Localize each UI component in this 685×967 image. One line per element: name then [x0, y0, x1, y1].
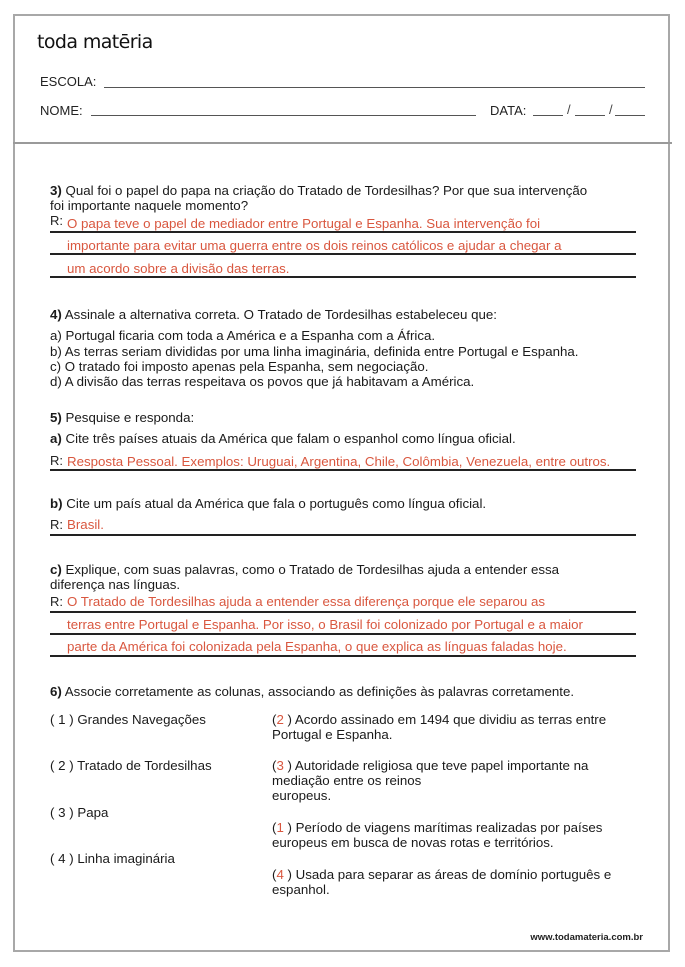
- option-a[interactable]: a) Portugal ficaria com toda a América e a Espanha com a África.: [50, 328, 436, 343]
- sub-question-letter: a): [50, 431, 62, 446]
- answer-line: [50, 469, 636, 471]
- answer-text: importante para evitar uma guerra entre os dois reinos católicos e ajudar a chegar a: [67, 238, 562, 253]
- answer-text: Brasil.: [67, 517, 104, 532]
- question-number: 6): [50, 684, 62, 699]
- answer-text: um acordo sobre a divisão das terras.: [67, 261, 290, 276]
- date-month-line[interactable]: [575, 115, 605, 116]
- left-column-item: ( 1 ) Grandes Navegações: [50, 712, 206, 727]
- definition-text: ) Acordo assinado em 1494 que dividiu as terras entre: [283, 712, 607, 727]
- definition-text: espanhol.: [272, 882, 330, 897]
- question-text: Associe corretamente as colunas, associando as definições às palavras corretamente.: [64, 684, 575, 699]
- sub-question-letter: c): [50, 562, 62, 577]
- question-number: 3): [50, 183, 62, 198]
- left-column-item: ( 3 ) Papa: [50, 805, 109, 820]
- escola-input-line[interactable]: [104, 87, 645, 88]
- match-answer[interactable]: 3: [276, 758, 284, 773]
- answer-line: [50, 655, 636, 657]
- question-5b: [50, 496, 640, 511]
- definition-text: ) Autoridade religiosa que teve papel importante na: [283, 758, 589, 773]
- worksheet-frame: [13, 14, 670, 952]
- option-c[interactable]: c) O tratado foi imposto apenas pela Espanha, sem negociação.: [50, 359, 429, 374]
- question-text: Pesquise e responda:: [65, 410, 195, 425]
- sub-question-letter: b): [50, 496, 63, 511]
- answer-text: Resposta Pessoal. Exemplos: Uruguai, Argentina, Chile, Colômbia, Venezuela, entre outros.: [67, 454, 611, 469]
- date-separator: /: [609, 102, 613, 117]
- question-text: Cite três países atuais da América que falam o espanhol como língua oficial.: [65, 431, 516, 446]
- answer-line: [50, 231, 636, 233]
- answer-line: [50, 253, 636, 255]
- data-label: DATA:: [490, 103, 527, 118]
- date-separator: /: [567, 102, 571, 117]
- question-5a: [50, 431, 640, 446]
- question-text: Explique, com suas palavras, como o Tratado de Tordesilhas ajuda a entender essa: [65, 562, 560, 577]
- option-d[interactable]: d) A divisão das terras respeitava os povos que já habitavam a América.: [50, 374, 475, 389]
- definition-text: europeus em busca de novas rotas e territórios.: [272, 835, 554, 850]
- option-b-correct[interactable]: b) As terras seriam divididas por uma linha imaginária, definida entre Portugal e Espanha.: [50, 344, 579, 359]
- definition-text: Portugal e Espanha.: [272, 727, 393, 742]
- answer-label: R:: [50, 453, 63, 468]
- answer-label: R:: [50, 213, 63, 228]
- left-column-item: ( 2 ) Tratado de Tordesilhas: [50, 758, 212, 773]
- answer-text: terras entre Portugal e Espanha. Por isso, o Brasil foi colonizado por Portugal e a maior: [67, 617, 583, 632]
- answer-line: [50, 611, 636, 613]
- definition-text: ) Período de viagens marítimas realizadas por países: [283, 820, 603, 835]
- question-4: [50, 307, 640, 322]
- left-column-item: ( 4 ) Linha imaginária: [50, 851, 175, 866]
- question-text: Qual foi o papel do papa na criação do Tratado de Tordesilhas? Por que sua intervenção: [65, 183, 588, 198]
- match-answer[interactable]: 1: [276, 820, 284, 835]
- logo: toda matēria: [37, 31, 153, 53]
- date-day-line[interactable]: [533, 115, 563, 116]
- question-text: Cite um país atual da América que fala o português como língua oficial.: [66, 496, 487, 511]
- right-column-item: (3 ) Autoridade religiosa que teve papel importante na mediação entre os reinos europeus.: [272, 758, 589, 803]
- nome-label: NOME:: [40, 103, 83, 118]
- right-column-item: (2 ) Acordo assinado em 1494 que dividiu as terras entre Portugal e Espanha.: [272, 712, 607, 742]
- answer-label: R:: [50, 517, 63, 532]
- answer-text: parte da América foi colonizada pela Espanha, o que explica as línguas faladas hoje.: [67, 639, 567, 654]
- date-year-line[interactable]: [615, 115, 645, 116]
- escola-label: ESCOLA:: [40, 74, 97, 89]
- question-5: [50, 410, 640, 425]
- question-text: foi importante naquele momento?: [50, 198, 249, 213]
- right-column-item: (4 ) Usada para separar as áreas de domínio português e espanhol.: [272, 867, 612, 897]
- nome-input-line[interactable]: [91, 115, 476, 116]
- question-3: [50, 183, 640, 213]
- definition-text: mediação entre os reinos: [272, 773, 422, 788]
- right-column-item: (1 ) Período de viagens marítimas realizadas por países europeus em busca de novas rotas e territórios.: [272, 820, 603, 850]
- answer-label: R:: [50, 594, 63, 609]
- definition-text: ) Usada para separar as áreas de domínio português e: [283, 867, 612, 882]
- question-5c: [50, 562, 640, 592]
- question-6: [50, 684, 640, 699]
- question-text: Assinale a alternativa correta. O Tratado de Tordesilhas estabeleceu que:: [64, 307, 497, 322]
- match-answer[interactable]: 4: [276, 867, 284, 882]
- definition-text: europeus.: [272, 788, 332, 803]
- question-number: 5): [50, 410, 62, 425]
- question-number: 4): [50, 307, 62, 322]
- answer-line: [50, 633, 636, 635]
- header-divider: [13, 142, 672, 144]
- match-answer[interactable]: 2: [276, 712, 284, 727]
- footer-url[interactable]: www.todamateria.com.br: [530, 932, 643, 943]
- answer-line: [50, 534, 636, 536]
- answer-text: O papa teve o papel de mediador entre Portugal e Espanha. Sua intervenção foi: [67, 216, 541, 231]
- answer-text: O Tratado de Tordesilhas ajuda a entender essa diferença porque ele separou as: [67, 594, 546, 609]
- question-text: diferença nas línguas.: [50, 577, 181, 592]
- answer-line: [50, 276, 636, 278]
